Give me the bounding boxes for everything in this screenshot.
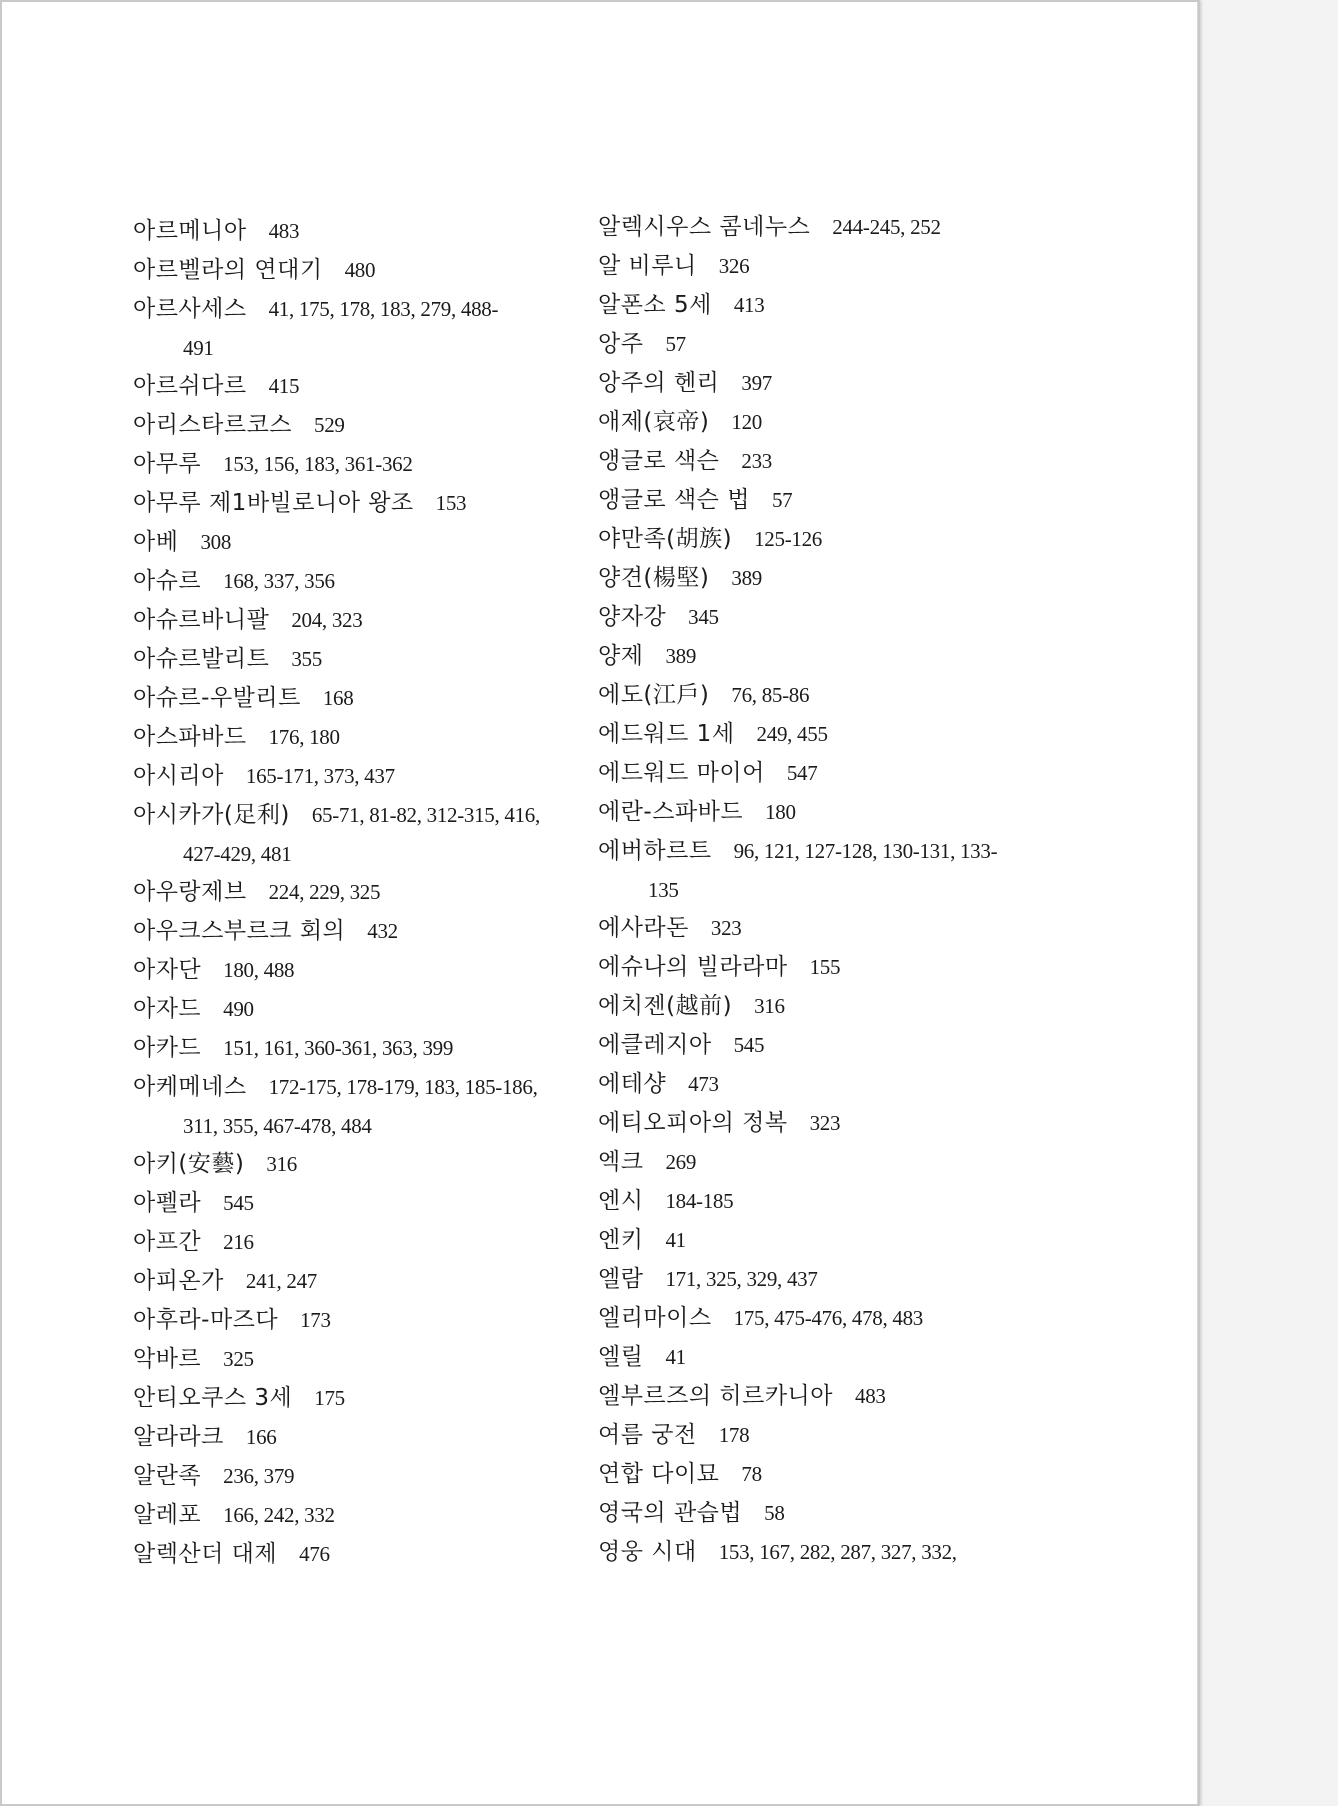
page-numbers: 476 (299, 1542, 330, 1566)
index-term: 양제 (598, 643, 644, 669)
page-numbers: 236, 379 (223, 1464, 295, 1488)
index-term: 에드워드 마이어 (598, 760, 765, 786)
index-entry (598, 520, 1048, 559)
index-term: 아슈르 (133, 568, 202, 594)
index-entry (598, 1065, 1048, 1104)
index-entry (598, 1338, 1048, 1377)
index-entry (133, 990, 573, 1029)
index-entry (598, 559, 1048, 598)
index-entry (598, 1221, 1048, 1260)
index-entry (598, 1494, 1048, 1533)
page-numbers: 57 (665, 332, 686, 356)
index-entry (598, 598, 1048, 637)
index-term: 엑크 (598, 1149, 644, 1175)
index-term: 앙주의 헨리 (598, 370, 720, 396)
index-term: 아우랑제브 (133, 879, 247, 905)
index-term: 아르사세스 (133, 296, 247, 322)
index-entry (133, 445, 573, 484)
index-entry (598, 247, 1048, 286)
page-numbers: 389 (731, 566, 762, 590)
index-entry (133, 1223, 573, 1262)
index-column-right (598, 208, 1048, 1572)
index-term: 아르메니아 (133, 218, 247, 244)
index-term: 아르벨라의 연대기 (133, 257, 323, 283)
index-term: 에사라돈 (598, 915, 689, 941)
index-entry (598, 403, 1048, 442)
page-numbers: 153 (435, 491, 467, 515)
index-term: 에테샹 (598, 1071, 667, 1097)
index-entry (598, 948, 1048, 987)
index-term: 에클레지아 (598, 1032, 712, 1058)
index-entry (133, 562, 573, 601)
index-term: 악바르 (133, 1346, 202, 1372)
page-numbers: 125-126 (754, 527, 823, 551)
index-entry (133, 367, 573, 406)
index-term: 알레포 (133, 1502, 202, 1528)
index-term: 아슈르발리트 (133, 646, 270, 672)
index-term: 아르쉬다르 (133, 373, 247, 399)
index-entry (133, 1068, 573, 1145)
page-numbers: 184-185 (665, 1189, 734, 1213)
index-term: 양견(楊堅) (598, 565, 710, 591)
page-numbers-continued: 311, 355, 467-478, 484 (183, 1114, 372, 1138)
page-numbers: 96, 121, 127-128, 130-131, 133- (733, 839, 998, 863)
page-numbers: 483 (855, 1384, 886, 1408)
index-term: 아리스타르코스 (133, 412, 293, 438)
page-numbers: 545 (223, 1191, 254, 1215)
page-numbers: 171, 325, 329, 437 (665, 1267, 818, 1291)
index-entry (133, 1029, 573, 1068)
index-entry (598, 1377, 1048, 1416)
index-term: 엔키 (598, 1227, 644, 1253)
page-numbers: 326 (718, 254, 750, 278)
page-numbers: 216 (223, 1230, 254, 1254)
index-entry (598, 481, 1048, 520)
page-numbers: 233 (741, 449, 773, 473)
index-entry (598, 676, 1048, 715)
page-numbers: 168, 337, 356 (223, 569, 335, 593)
index-entry (133, 1301, 573, 1340)
page-numbers: 249, 455 (756, 722, 828, 746)
index-term: 엔시 (598, 1188, 644, 1214)
index-entry (598, 1026, 1048, 1065)
page-numbers: 65-71, 81-82, 312-315, 416, (311, 803, 540, 827)
index-entry (598, 637, 1048, 676)
index-entry (598, 1143, 1048, 1182)
index-entry (133, 796, 573, 873)
index-term: 엘부르즈의 히르카니아 (598, 1383, 833, 1409)
page-numbers: 176, 180 (268, 725, 340, 749)
page-numbers: 120 (731, 410, 762, 434)
page-numbers: 244-245, 252 (832, 215, 941, 239)
index-entry (598, 715, 1048, 754)
index-term: 아우크스부르크 회의 (133, 918, 346, 944)
index-term: 아무루 (133, 451, 202, 477)
index-term: 엘람 (598, 1266, 644, 1292)
index-term: 아키(安藝) (133, 1151, 245, 1177)
page-numbers: 545 (733, 1033, 765, 1057)
page-numbers: 57 (771, 488, 793, 512)
index-entry (133, 1262, 573, 1301)
index-term: 영웅 시대 (598, 1539, 697, 1565)
index-entry (133, 1418, 573, 1457)
index-entry (598, 1260, 1048, 1299)
page-numbers: 224, 229, 325 (268, 880, 381, 904)
index-term: 아펠라 (133, 1190, 202, 1216)
index-term: 에치젠(越前) (598, 993, 733, 1019)
page-numbers: 413 (733, 293, 765, 317)
index-column-left (133, 212, 573, 1574)
page-numbers: 166 (245, 1425, 277, 1449)
index-entry (133, 718, 573, 757)
page-numbers: 415 (268, 374, 300, 398)
page-numbers: 316 (754, 994, 785, 1018)
index-term: 연합 다이묘 (598, 1461, 720, 1487)
page-numbers: 165-171, 373, 437 (245, 764, 395, 788)
index-entry (133, 757, 573, 796)
page-numbers: 153, 156, 183, 361-362 (223, 452, 413, 476)
page-numbers: 76, 85-86 (731, 683, 810, 707)
page-numbers: 269 (665, 1150, 697, 1174)
page-numbers: 78 (741, 1462, 762, 1486)
index-entry (133, 1340, 573, 1379)
index-term: 엘리마이스 (598, 1305, 712, 1331)
page-numbers: 323 (710, 916, 742, 940)
page-numbers: 490 (223, 997, 254, 1021)
page-numbers: 180, 488 (223, 958, 295, 982)
page-numbers: 58 (764, 1501, 785, 1525)
index-entry (133, 406, 573, 445)
index-term: 아케메네스 (133, 1074, 247, 1100)
page-numbers: 175 (314, 1386, 345, 1410)
index-entry (133, 679, 573, 718)
index-term: 아카드 (133, 1035, 202, 1061)
index-term: 아슈르바니팔 (133, 607, 270, 633)
index-term: 아슈르-우발리트 (133, 685, 301, 711)
index-entry (598, 909, 1048, 948)
index-entry (598, 1455, 1048, 1494)
index-term: 아자드 (133, 996, 202, 1022)
index-entry (598, 1533, 1048, 1572)
page-numbers: 325 (223, 1347, 254, 1371)
index-entry (598, 1416, 1048, 1455)
index-entry (133, 873, 573, 912)
index-term: 알라라크 (133, 1424, 224, 1450)
index-entry (133, 912, 573, 951)
index-term: 영국의 관습법 (598, 1500, 743, 1526)
index-term: 알란족 (133, 1463, 202, 1489)
page-numbers: 547 (786, 761, 818, 785)
index-term: 아시리아 (133, 763, 224, 789)
index-term: 아자단 (133, 957, 202, 983)
page-numbers: 175, 475-476, 478, 483 (733, 1306, 923, 1330)
index-term: 에슈나의 빌라라마 (598, 954, 788, 980)
page-numbers: 432 (367, 919, 398, 943)
index-term: 아시카가(足利) (133, 802, 290, 828)
index-entry (598, 1104, 1048, 1143)
index-entry (598, 754, 1048, 793)
index-entry (598, 286, 1048, 325)
index-term: 알폰소 5세 (598, 292, 712, 318)
page-numbers: 389 (665, 644, 697, 668)
page-numbers-continued: 491 (183, 336, 214, 360)
index-entry (133, 212, 573, 251)
page-numbers: 241, 247 (245, 1269, 317, 1293)
index-term: 에버하르트 (598, 838, 712, 864)
index-entry (598, 1182, 1048, 1221)
index-term: 아스파바드 (133, 724, 247, 750)
index-term: 아무루 제1바빌로니아 왕조 (133, 490, 414, 516)
index-entry (133, 1184, 573, 1223)
page-numbers: 473 (688, 1072, 719, 1096)
index-entry (133, 484, 573, 523)
index-entry (133, 1457, 573, 1496)
index-entry (598, 793, 1048, 832)
index-term: 에티오피아의 정복 (598, 1110, 788, 1136)
index-entry (133, 251, 573, 290)
page-numbers: 41 (665, 1345, 686, 1369)
index-entry (598, 832, 1048, 909)
index-entry (133, 1379, 573, 1418)
page-numbers: 483 (268, 219, 300, 243)
index-term: 여름 궁전 (598, 1422, 697, 1448)
page-numbers: 345 (688, 605, 719, 629)
index-term: 아프간 (133, 1229, 202, 1255)
index-term: 앵글로 색슨 (598, 448, 720, 474)
index-term: 앵글로 색슨 법 (598, 487, 750, 513)
index-entry (133, 290, 573, 367)
index-entry (133, 523, 573, 562)
page-numbers: 323 (809, 1111, 841, 1135)
index-entry (598, 1299, 1048, 1338)
index-term: 야만족(胡族) (598, 526, 733, 552)
index-term: 알렉산더 대제 (133, 1541, 278, 1567)
page-numbers-continued: 135 (648, 878, 679, 902)
index-term: 양자강 (598, 604, 667, 630)
index-entry (598, 208, 1048, 247)
index-entry (133, 1535, 573, 1574)
index-entry (133, 640, 573, 679)
page-numbers-continued: 427-429, 481 (183, 842, 292, 866)
page-numbers: 153, 167, 282, 287, 327, 332, (718, 1540, 957, 1564)
index-entry (598, 987, 1048, 1026)
index-entry (598, 364, 1048, 403)
index-entry (133, 601, 573, 640)
page-numbers: 178 (718, 1423, 750, 1447)
index-term: 애제(哀帝) (598, 409, 710, 435)
index-term: 아베 (133, 529, 179, 555)
index-entry (133, 1496, 573, 1535)
index-term: 아후라-마즈다 (133, 1307, 279, 1333)
page-numbers: 529 (314, 413, 345, 437)
index-entry (133, 951, 573, 990)
index-entry (598, 325, 1048, 364)
page-numbers: 180 (765, 800, 796, 824)
index-term: 에란-스파바드 (598, 799, 744, 825)
page-numbers: 151, 161, 360-361, 363, 399 (223, 1036, 454, 1060)
page-numbers: 397 (741, 371, 773, 395)
page-numbers: 166, 242, 332 (223, 1503, 335, 1527)
page-numbers: 168 (322, 686, 354, 710)
page-numbers: 41 (665, 1228, 686, 1252)
index-term: 에도(江戶) (598, 682, 710, 708)
index-term: 엘릴 (598, 1344, 644, 1370)
page-numbers: 308 (200, 530, 232, 554)
page-numbers: 41, 175, 178, 183, 279, 488- (268, 297, 499, 321)
page-numbers: 480 (344, 258, 376, 282)
index-entry (598, 442, 1048, 481)
index-term: 아피온가 (133, 1268, 224, 1294)
index-term: 안티오쿠스 3세 (133, 1385, 293, 1411)
index-term: 알 비루니 (598, 253, 697, 279)
index-term: 에드워드 1세 (598, 721, 735, 747)
page-numbers: 355 (291, 647, 322, 671)
index-term: 알렉시우스 콤네누스 (598, 214, 811, 240)
index-entry (133, 1145, 573, 1184)
page-numbers: 316 (266, 1152, 297, 1176)
index-term: 앙주 (598, 331, 644, 357)
page-numbers: 172-175, 178-179, 183, 185-186, (268, 1075, 538, 1099)
page-numbers: 204, 323 (291, 608, 363, 632)
page-numbers: 173 (300, 1308, 331, 1332)
page-numbers: 155 (809, 955, 841, 979)
